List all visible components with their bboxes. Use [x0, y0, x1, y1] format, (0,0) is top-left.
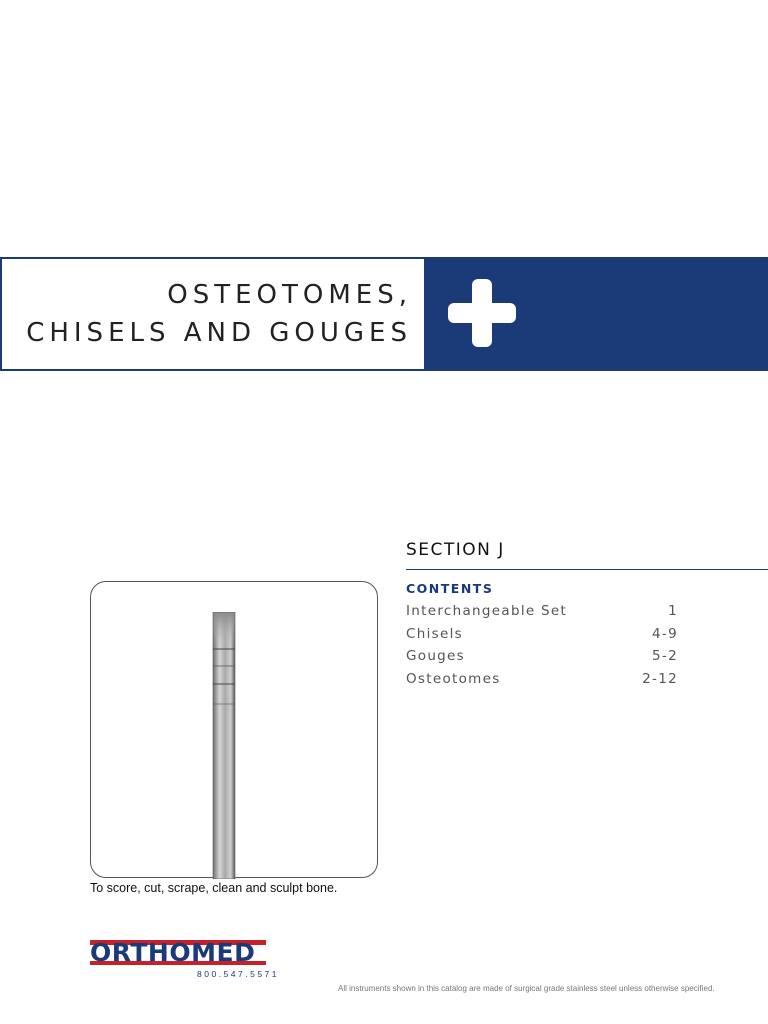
chisel-image [211, 612, 237, 879]
contents-item-label: Interchangeable Set [406, 603, 568, 620]
contents-item-page: 5-2 [652, 648, 678, 665]
logo-phone-number: 800.547.5571 [197, 969, 279, 979]
logo-name: ORTHOMED [90, 938, 256, 967]
contents-item[interactable] [406, 645, 678, 668]
section-banner [0, 257, 768, 371]
section-divider [406, 569, 768, 570]
footer-note: All instruments shown in this catalog are made of surgical grade stainless steel unless otherwise specified. [338, 984, 715, 993]
contents-item-label: Gouges [406, 648, 465, 665]
contents-item-page: 4-9 [652, 625, 678, 642]
contents-item-page: 2-12 [642, 670, 678, 687]
contents-item-label: Osteotomes [406, 670, 501, 687]
plus-icon [448, 279, 516, 347]
banner-accent-panel [424, 257, 768, 371]
contents-item[interactable] [406, 600, 678, 623]
contents-item-page: 1 [668, 603, 678, 620]
contents-item-label: Chisels [406, 625, 463, 642]
product-caption: To score, cut, scrape, clean and sculpt bone. [90, 881, 338, 895]
contents-list [406, 600, 678, 690]
logo-wordmark [90, 937, 268, 968]
contents-item[interactable] [406, 623, 678, 646]
banner-title-line-1: OSTEOTOMES, [167, 280, 412, 310]
product-image-frame [90, 581, 378, 878]
orthomed-logo[interactable] [90, 937, 279, 981]
contents-heading: CONTENTS [406, 581, 494, 596]
banner-title [2, 259, 412, 369]
section-title: SECTION J [406, 540, 505, 560]
contents-item[interactable] [406, 668, 678, 691]
banner-title-line-2: CHISELS AND GOUGES [26, 318, 412, 348]
